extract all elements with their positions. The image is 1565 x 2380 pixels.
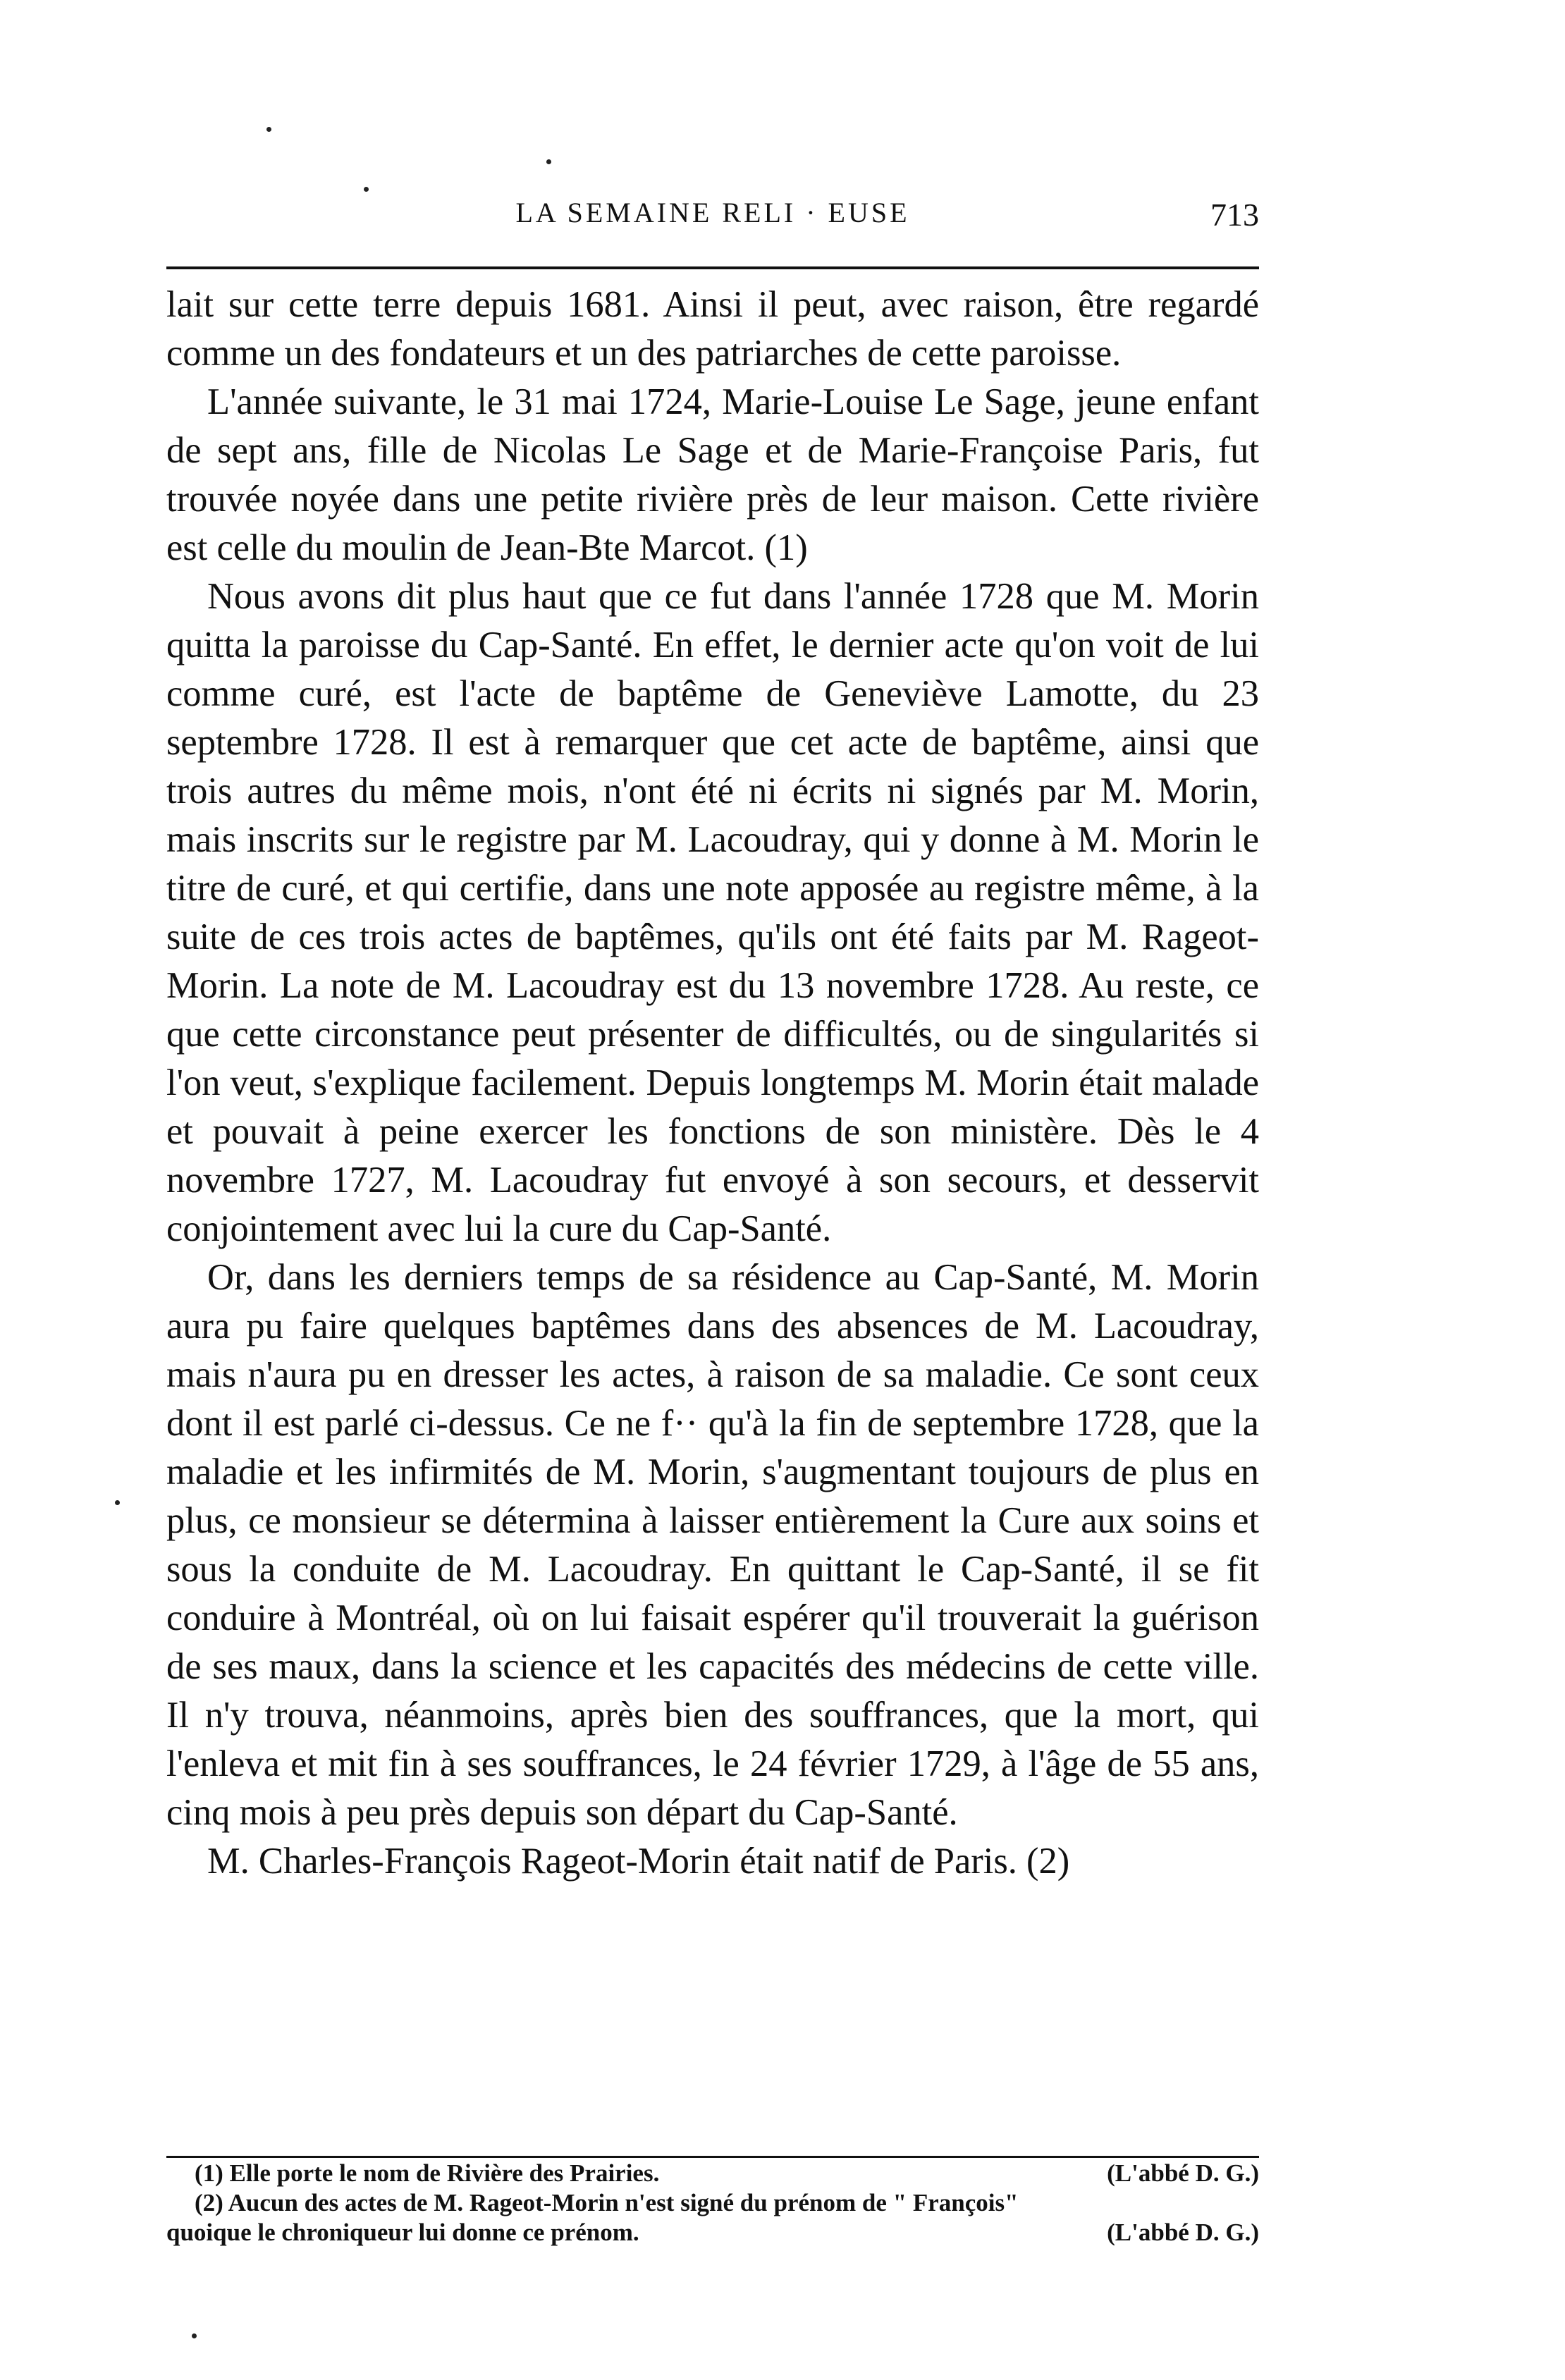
footnote-rule xyxy=(166,2156,1259,2158)
paragraph: lait sur cette terre depuis 1681. Ainsi il peut, avec raison, être regardé comme un des fondateurs et un des patriarches de cette paroisse. xyxy=(166,284,1259,374)
page-number: 713 xyxy=(1210,197,1259,233)
footnote-2-continuation xyxy=(166,2218,1259,2247)
footnote-1-text: (1) Elle porte le nom de Rivière des Prairies. xyxy=(195,2159,660,2187)
scan-speck xyxy=(192,2333,197,2338)
footnote-2-cont-text: quoique le chroniqueur lui donne ce prénom. xyxy=(166,2219,639,2246)
body-text xyxy=(166,281,1259,1886)
footnote-2 xyxy=(166,2188,1259,2218)
scan-speck xyxy=(546,159,551,164)
footnote-2-text: (2) Aucun des actes de M. Rageot-Morin n'est signé du prénom de " François" xyxy=(195,2189,1019,2216)
paragraph: M. Charles-François Rageot-Morin était natif de Paris. (2) xyxy=(207,1841,1070,1882)
paragraph: L'année suivante, le 31 mai 1724, Marie-Louise Le Sage, jeune enfant de sept ans, fille de Nicolas Le Sage et de Marie-Françoise Paris, fut trouvée noyée dans une petite rivière près de leur maison. Cette rivière est celle du moulin de Jean-Bte Marcot. (1) xyxy=(166,381,1259,568)
paragraph: Or, dans les derniers temps de sa résidence au Cap-Santé, M. Morin aura pu faire quelques baptêmes dans des absences de M. Lacoudray, mais n'aura pu en dresser les actes, à raison de sa maladie. Ce sont ceux dont il est parlé ci-dessus. Ce ne f·· qu'à la fin de septembre 1728, que la maladie et les infirmités de M. Morin, s'augmentant toujours de plus en plus, ce monsieur se détermina à laisser entièrement la Cure aux soins et sous la conduite de M. Lacoudray. En quittant le Cap-Santé, il se fit conduire à Montréal, où on lui faisait espérer qu'il trouverait la guérison de ses maux, dans la science et les capacités des médecins de cette ville. Il n'y trouva, néanmoins, après bien des souffrances, que la mort, qui l'enleva et mit fin à ses souffrances, le 24 février 1729, à l'âge de 55 ans, cinq mois à peu près depuis son départ du Cap-Santé. xyxy=(166,1257,1259,1833)
footnotes xyxy=(166,2159,1259,2247)
scan-speck xyxy=(266,127,271,132)
footnote-2-attribution: (L'abbé D. G.) xyxy=(1107,2219,1259,2246)
scan-speck xyxy=(115,1500,120,1505)
paragraph: Nous avons dit plus haut que ce fut dans l'année 1728 que M. Morin quitta la paroisse du Cap-Santé. En effet, le dernier acte qu'on voit de lui comme curé, est l'acte de baptême de Geneviève Lamotte, du 23 septembre 1728. Il est à remarquer que cet acte de baptême, ainsi que trois autres du même mois, n'ont été ni écrits ni signés par M. Morin, mais inscrits sur le registre par M. Lacoudray, qui y donne à M. Morin le titre de curé, et qui certifie, dans une note apposée au registre même, à la suite de ces trois actes de baptêmes, qu'ils ont été faits par M. Rageot-Morin. La note de M. Lacoudray est du 13 novembre 1728. Au reste, ce que cette circonstance peut présenter de difficultés, ou de singularités si l'on veut, s'explique facilement. Depuis longtemps M. Morin était malade et pouvait à peine exercer les fonctions de son ministère. Dès le 4 novembre 1727, M. Lacoudray fut envoyé à son secours, et desservit conjointement avec lui la cure du Cap-Santé. xyxy=(166,576,1259,1249)
running-title: LA SEMAINE RELI · EUSE xyxy=(515,197,910,228)
scan-speck xyxy=(364,187,369,192)
header-rule xyxy=(166,266,1259,269)
running-header xyxy=(166,196,1259,238)
footnote-1-attribution: (L'abbé D. G.) xyxy=(1107,2159,1259,2187)
footnote-1 xyxy=(166,2159,1259,2188)
